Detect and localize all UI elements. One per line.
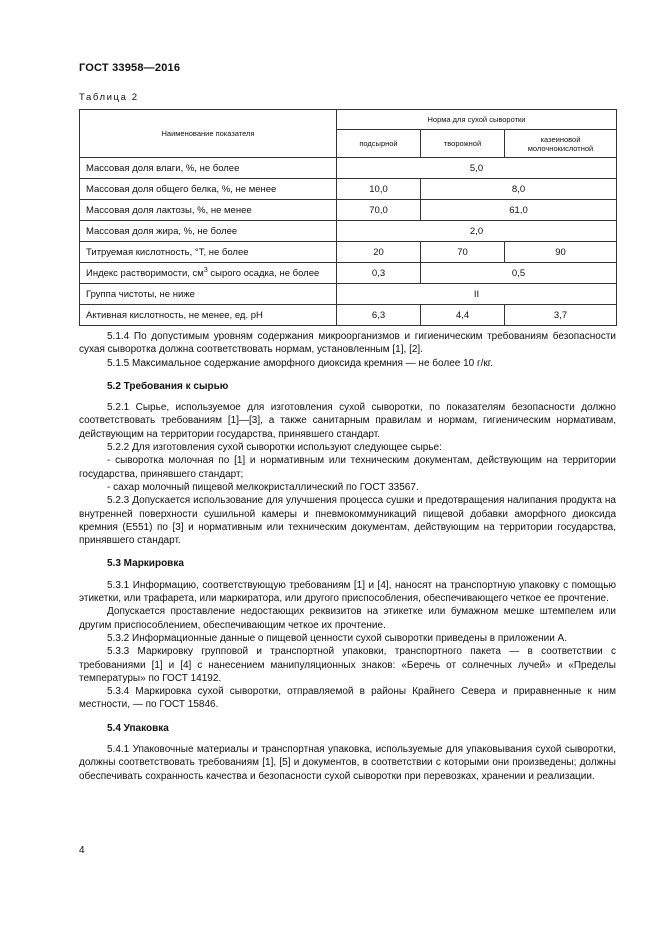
clause-5-3-2: 5.3.2 Информационные данные о пищевой ценности сухой сыворотки приведены в приложении А. — [107, 632, 567, 644]
table-caption: Таблица 2 — [79, 92, 139, 103]
row-name: Массовая доля общего белка, %, не менее — [80, 179, 337, 200]
clause-5-3-1: 5.3.1 Информацию, соответствующую требованиям [1] и [4], наносят на транспортную упаковку с помощью этикетки, или трафарета, или маркиратора, или другого приспособления, обеспечивающего четкое ее прочтение. — [79, 579, 616, 605]
column-header-casein-whey: казеиновой молочнокислотной — [505, 130, 617, 158]
section-heading-raw-materials: 5.2 Требования к сырью — [107, 380, 229, 392]
clause-5-3-4: 5.3.4 Маркировка сухой сыворотки, отправляемой в районы Крайнего Севера и приравненные к ним местности, — по ГОСТ 15846. — [79, 686, 616, 711]
clause-5-1-5: 5.1.5 Максимальное содержание аморфного диоксида кремния — не более 10 г/кг. — [107, 357, 494, 369]
row-name-superscript: 3 — [203, 266, 208, 274]
column-header-norm-group: Норма для сухой сыворотки — [337, 110, 617, 130]
row-name-prefix: Индекс растворимости, см — [86, 268, 204, 280]
page-number: 4 — [79, 845, 85, 856]
row-value: 70 — [421, 242, 505, 263]
row-value: 20 — [337, 242, 421, 263]
table-row — [80, 179, 617, 200]
clause-5-1-4: 5.1.4 По допустимым уровням содержания микроорганизмов и гигиеническим требованиям безопасности сухая сыворотка должна соответствовать нормам, установленным [1], [2]. — [79, 331, 616, 356]
row-value: 2,0 — [337, 221, 617, 242]
column-header-cheese-whey: подсырной — [337, 130, 421, 158]
document-title: ГОСТ 33958—2016 — [79, 62, 181, 74]
row-name: Массовая доля влаги, %, не более — [80, 158, 337, 179]
row-value: II — [337, 284, 617, 305]
table-row — [80, 221, 617, 242]
section-heading-packaging: 5.4 Упаковка — [107, 722, 169, 734]
clause-5-2-2: 5.2.2 Для изготовления сухой сыворотки используют следующее сырье: — [107, 442, 442, 454]
clause-5-2-3: 5.2.3 Допускается использование для улучшения процесса сушки и предотвращения налипания продукта на внутренней поверхности сушильной камеры и пневмокоммуникаций пищевой добавки аморфного диоксида кремния (Е551) по [3] и нормативным или техническим документам, действующим на территории государства, принявшего стандарт. — [79, 495, 616, 547]
requirements-table — [79, 109, 617, 326]
row-value: 10,0 — [337, 179, 421, 200]
row-name: Массовая доля жира, %, не более — [80, 221, 337, 242]
section-heading-marking: 5.3 Маркировка — [107, 558, 184, 570]
list-item: - сахар молочный пищевой мелкокристаллический по ГОСТ 33567. — [107, 481, 419, 493]
row-value: 61,0 — [421, 200, 617, 221]
row-value: 0,3 — [337, 263, 421, 284]
row-name-suffix: сырого осадка, не более — [207, 268, 320, 280]
clause-5-3-3: 5.3.3 Маркировку групповой и транспортной упаковки, транспортного пакета — в соответствии с требованиями [1] и [4] с нанесением манипуляционных знаков: «Беречь от солнечных лучей» и «Пределы температуры» по ГОСТ 14192. — [79, 646, 616, 684]
list-item: - сыворотка молочная по [1] и нормативным или техническим документам, действующим на территории государства, принявшего стандарт; — [79, 455, 616, 480]
row-name — [80, 263, 337, 284]
row-name: Титруемая кислотность, °Т, не более — [80, 242, 337, 263]
row-value: 8,0 — [421, 179, 617, 200]
table-row — [80, 242, 617, 263]
row-value: 70,0 — [337, 200, 421, 221]
row-value: 3,7 — [505, 305, 617, 326]
row-value: 4,4 — [421, 305, 505, 326]
table-row — [80, 284, 617, 305]
row-value: 6,3 — [337, 305, 421, 326]
row-name: Массовая доля лактозы, %, не менее — [80, 200, 337, 221]
table-row — [80, 263, 617, 284]
row-name: Группа чистоты, не ниже — [80, 284, 337, 305]
table-row — [80, 158, 617, 179]
row-name: Активная кислотность, не менее, ед. pH — [80, 305, 337, 326]
clause-5-3-1-note: Допускается проставление недостающих реквизитов на этикетке или бумажном мешке штемпелем или другим приспособлением, обеспечивающим четкое их прочтение. — [79, 606, 616, 631]
row-value: 5,0 — [337, 158, 617, 179]
clause-5-4-1: 5.4.1 Упаковочные материалы и транспортная упаковка, используемые для упаковывания сухой сыворотки, должны соответствовать требованиям [1], [5] и документов, в соответствии с которыми они произведены; должны обеспечивать сохранность качества и безопасности сухой сыворотки при перевозках, хранении и реализации. — [79, 744, 616, 782]
column-header-curd-whey: творожной — [421, 130, 505, 158]
row-value: 90 — [505, 242, 617, 263]
clause-5-2-1: 5.2.1 Сырье, используемое для изготовления сухой сыворотки, по показателям безопасности должно соответствовать требованиям [1]—[3], а также санитарным правилам и нормам, гигиеническим нормативам, действующим на территории государства, принявшего стандарт. — [79, 402, 616, 440]
table-row — [80, 305, 617, 326]
row-value: 0,5 — [421, 263, 617, 284]
body-text — [79, 330, 616, 783]
table-row — [80, 200, 617, 221]
column-header-indicator: Наименование показателя — [80, 110, 337, 158]
